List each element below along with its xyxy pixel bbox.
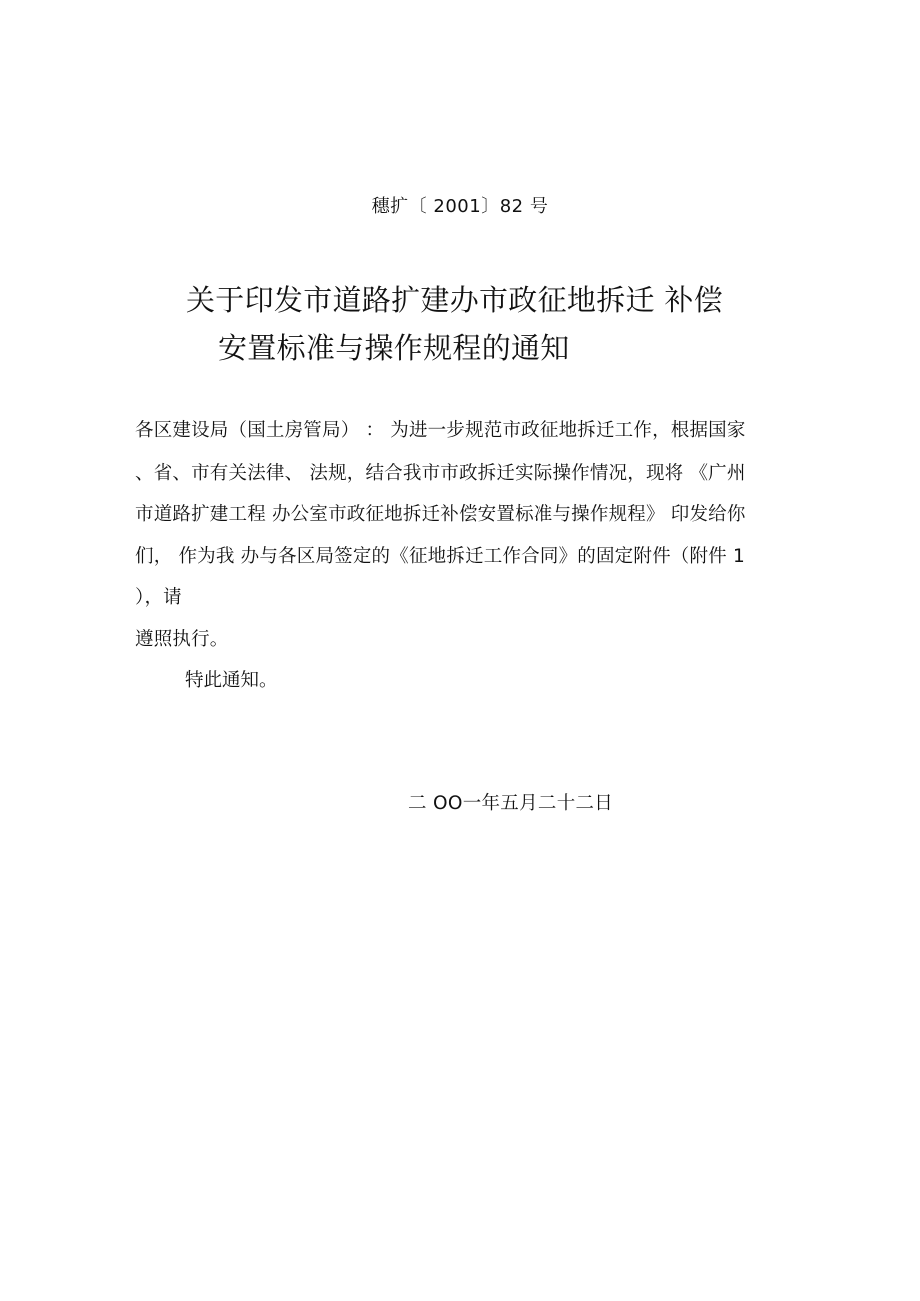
document-title-line-1: 关于印发市道路扩建办市政征地拆迁 补偿 [186, 283, 723, 317]
closing-text: 特此通知。 [185, 670, 278, 691]
document-number: 穗扩〔 2001〕82 号 [371, 196, 549, 217]
body-text-line-6: 遵照执行。 [135, 629, 229, 650]
body-text-line-1: 各区建设局（国土房管局） ： 为进一步规范市政征地拆迁工作，根据国家 [135, 420, 746, 441]
body-text-line-4: 们， 作为我 办与各区局签定的《征地拆迁工作合同》的固定附件（附件 1 [135, 546, 745, 567]
body-text-line-3: 市道路扩建工程 办公室市政征地拆迁补偿安置标准与操作规程》 印发给你 [135, 504, 746, 525]
document-title-line-2: 安置标准与操作规程的通知 [218, 331, 570, 365]
body-text-line-5: ），请 [135, 587, 182, 608]
body-text-line-2: 、省、市有关法律、 法规，结合我市市政拆迁实际操作情况，现将 《广州 [135, 463, 746, 484]
issue-date: 二 OO一年五月二十二日 [408, 793, 614, 814]
